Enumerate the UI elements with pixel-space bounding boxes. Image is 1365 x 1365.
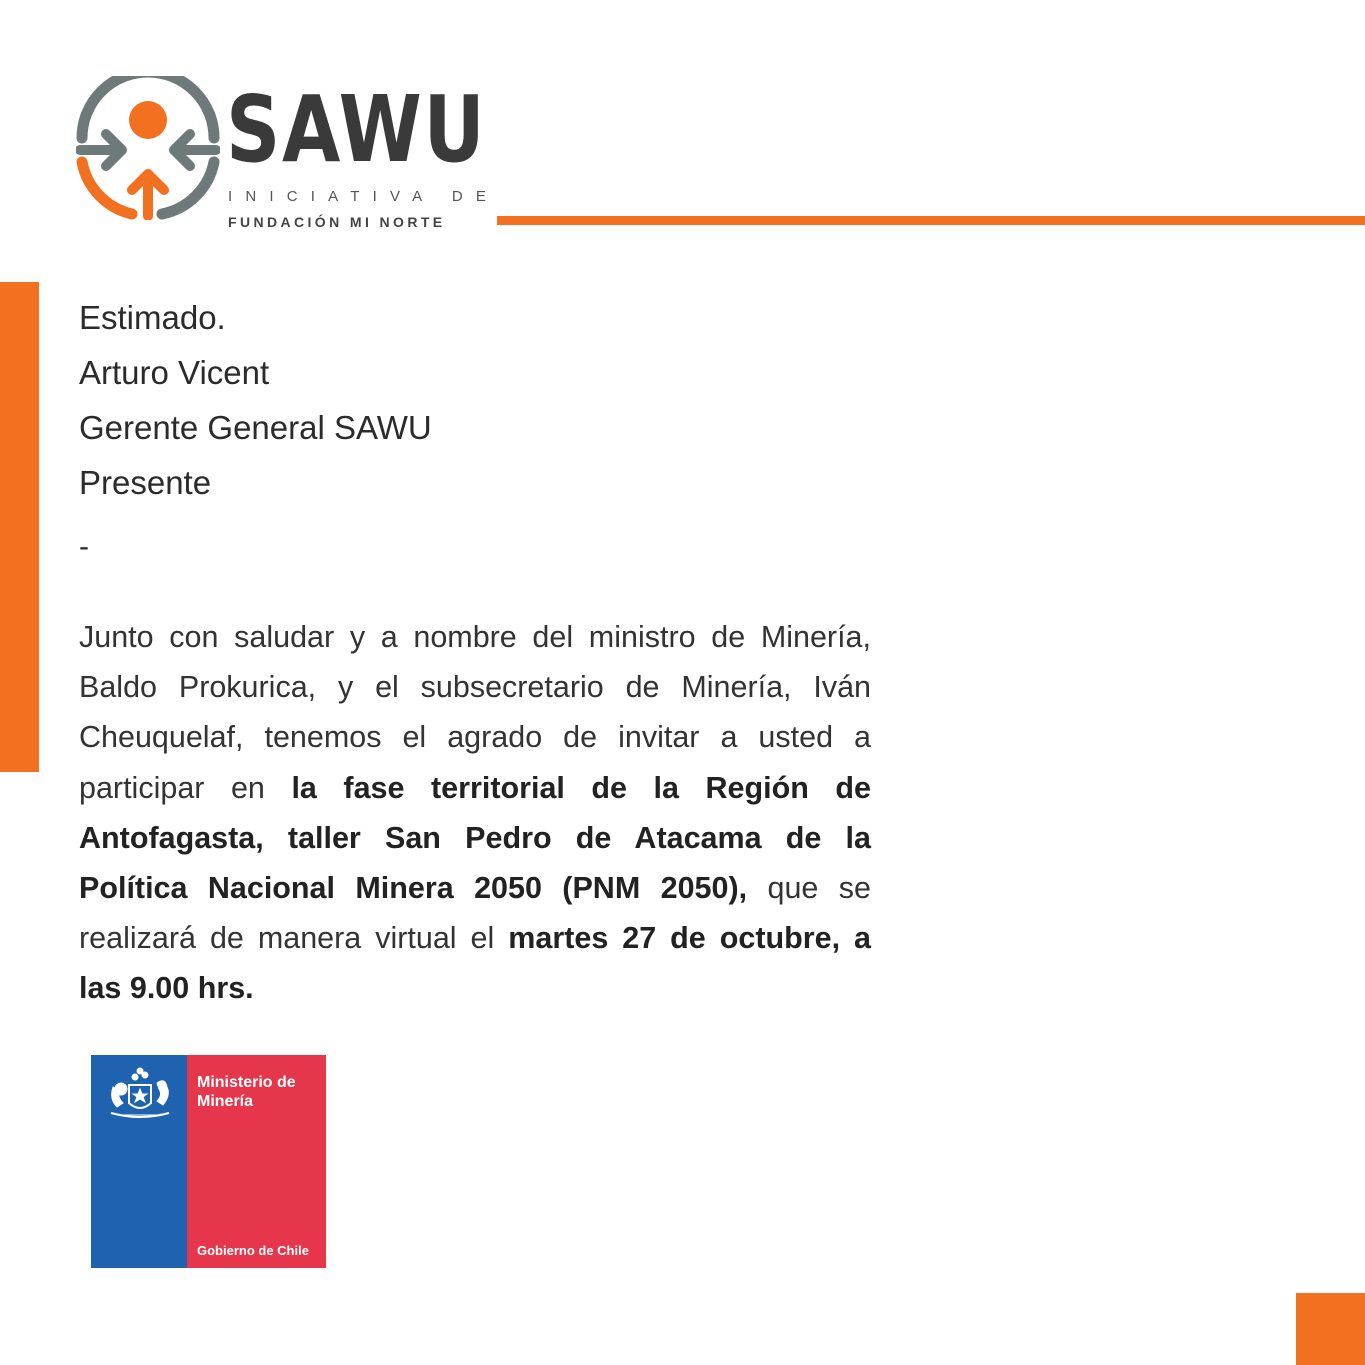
- closing: Presente: [79, 464, 212, 501]
- event-date: martes 27 de octubre, a las 9.00 hrs.: [79, 921, 871, 1006]
- invitation-paragraph: [79, 612, 871, 1014]
- header-rule: [497, 216, 1365, 225]
- ministry-title: Ministerio de Minería: [197, 1074, 296, 1110]
- brand-subtitle-line1: INICIATIVA DE: [228, 188, 500, 205]
- left-accent-bar: [0, 282, 39, 772]
- chile-coat-of-arms-icon: [99, 1063, 181, 1125]
- body-text-part2: que se realizará de manera virtual el: [79, 871, 871, 956]
- recipient-name: Arturo Vicent: [79, 354, 270, 391]
- body-text-part1: Junto con saludar y a nombre del ministro de Minería, Baldo Prokurica, y el subsecretario de Minería, Iván Cheuquelaf, tenemos el agrado de invitar a usted a participar en: [79, 620, 871, 805]
- separator-dash: -: [79, 530, 89, 563]
- government-label: Gobierno de Chile: [197, 1243, 309, 1258]
- brand-subtitle-line2: FUNDACIÓN MI NORTE: [228, 214, 446, 230]
- brand-wordmark: SAWU: [226, 76, 487, 183]
- event-name: la fase territorial de la Región de Antofagasta, taller San Pedro de Atacama de la Política Nacional Minera 2050 (PNM 2050),: [79, 770, 871, 906]
- salutation: Estimado.: [79, 299, 226, 336]
- recipient-title: Gerente General SAWU: [79, 409, 432, 446]
- sawu-logo-icon: [76, 76, 220, 220]
- greeting-block: [79, 290, 679, 510]
- ministry-logo: [91, 1055, 326, 1268]
- corner-accent-square: [1296, 1293, 1365, 1365]
